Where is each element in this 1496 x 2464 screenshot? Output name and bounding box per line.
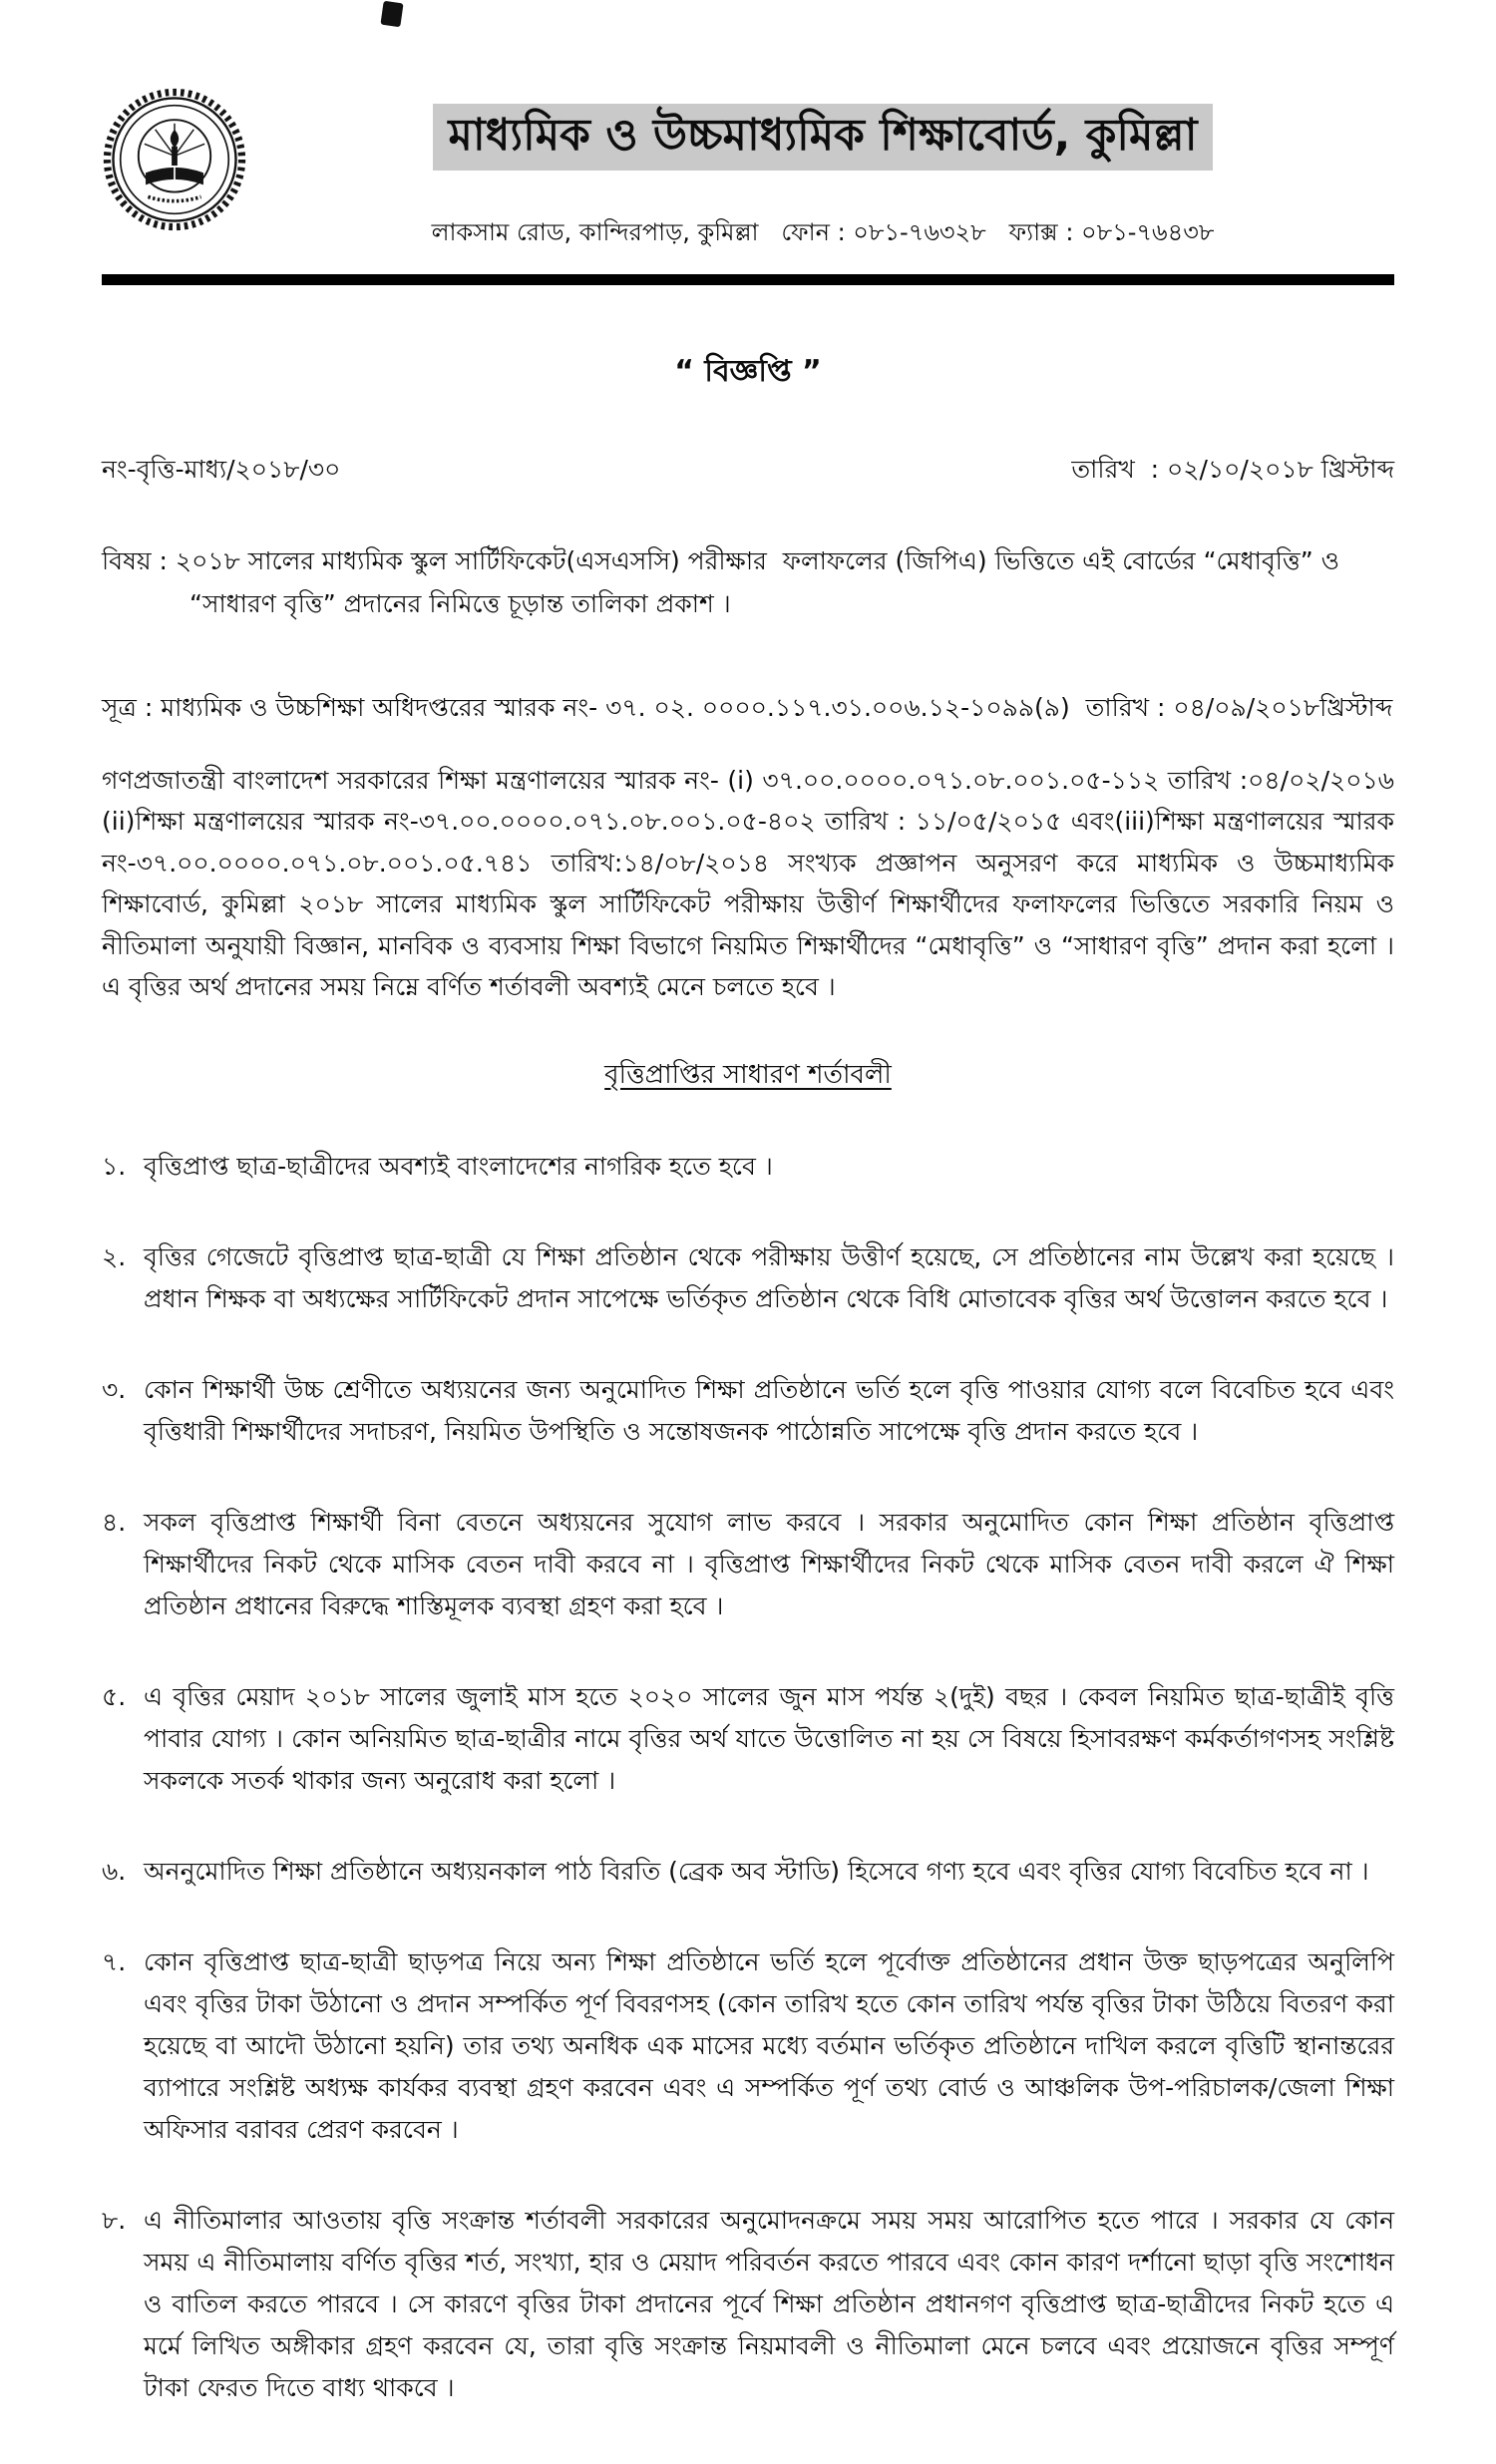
list-item-number: ৭. bbox=[102, 1946, 127, 1976]
scan-artifact bbox=[380, 1, 403, 28]
list-item bbox=[102, 1146, 1394, 1188]
list-item-text: অননুমোদিত শিক্ষা প্রতিষ্ঠানে অধ্যয়নকাল পাঠ বিরতি (ব্রেক অব স্টাডি) হিসেবে গণ্য হবে এবং বৃত্তির যোগ্য বিবেচিত হবে না । bbox=[144, 1856, 1369, 1886]
list-item-number: ৫. bbox=[102, 1681, 127, 1711]
board-emblem-icon bbox=[102, 78, 251, 235]
letterhead bbox=[102, 78, 1394, 254]
conditions-heading: বৃত্তিপ্রাপ্তির সাধারণ শর্তাবলী bbox=[604, 1059, 892, 1090]
notice-body: গণপ্রজাতন্ত্রী বাংলাদেশ সরকারের শিক্ষা মন্ত্রণালয়ের স্মারক নং- (i) ৩৭.০০.০০০০.০৭১.০৮.০০১.০৫-১১২ তারিখ :০৪/০২/২০১৬ (ii)শিক্ষা মন্ত্রণালয়ের স্মারক নং-৩৭.০০.০০০০.০৭১.০৮.০০১.০৫-৪০২ তারিখ : ১১/০৫/২০১৫ এবং(iii)শিক্ষা মন্ত্রণালয়ের স্মারক নং-৩৭.০০.০০০০.০৭১.০৮.০০১.০৫.৭৪১ তারিখ:১৪/০৮/২০১৪ সংখ্যক প্রজ্ঞাপন অনুসরণ করে মাধ্যমিক ও উচ্চমাধ্যমিক শিক্ষাবোর্ড, কুমিল্লা ২০১৮ সালের মাধ্যমিক স্কুল সার্টিফিকেট পরীক্ষায় উত্তীর্ণ শিক্ষার্থীদের ফলাফলের ভিত্তিতে সরকারি নিয়ম ও নীতিমালা অনুযায়ী বিজ্ঞান, মানবিক ও ব্যবসায় শিক্ষা বিভাগে নিয়মিত শিক্ষার্থীদের “মেধাবৃত্তি” ও “সাধারণ বৃত্তি” প্রদান করা হলো । এ বৃত্তির অর্থ প্রদানের সময় নিম্নে বর্ণিত শর্তাবলী অবশ্যই মেনে চলতে হবে । bbox=[102, 765, 1394, 1001]
list-item-number: ২. bbox=[102, 1241, 127, 1271]
conditions-list bbox=[102, 1146, 1394, 2409]
list-item bbox=[102, 1236, 1394, 1320]
letterhead-text bbox=[251, 78, 1394, 254]
board-name: মাধ্যমিক ও উচ্চমাধ্যমিক শিক্ষাবোর্ড, কুমিল্লা bbox=[433, 104, 1214, 171]
list-item bbox=[102, 2200, 1394, 2409]
list-item bbox=[102, 1851, 1394, 1893]
list-item-text: এ নীতিমালার আওতায় বৃত্তি সংক্রান্ত শর্তাবলী সরকারের অনুমোদনক্রমে সময় সময় আরোপিত হতে পারে । সরকার যে কোন সময় এ নীতিমালায় বর্ণিত বৃত্তির শর্ত, সংখ্যা, হার ও মেয়াদ পরিবর্তন করতে পারবে এবং কোন কারণ দর্শানো ছাড়া বৃত্তি সংশোধন ও বাতিল করতে পারবে । সে কারণে বৃত্তির টাকা প্রদানের পূর্বে শিক্ষা প্রতিষ্ঠান প্রধানগণ বৃত্তিপ্রাপ্ত ছাত্র-ছাত্রীদের নিকট হতে এ মর্মে লিখিত অঙ্গীকার গ্রহণ করবেন যে, তারা বৃত্তি সংক্রান্ত নিয়মাবলী ও নীতিমালা মেনে চলবে এবং প্রয়োজনে বৃত্তির সম্পূর্ণ টাকা ফেরত দিতে বাধ্য থাকবে । bbox=[144, 2205, 1394, 2402]
list-item-text: কোন বৃত্তিপ্রাপ্ত ছাত্র-ছাত্রী ছাড়পত্র নিয়ে অন্য শিক্ষা প্রতিষ্ঠানে ভর্তি হলে পূর্বোক্ত প্রতিষ্ঠানের প্রধান উক্ত ছাড়পত্রের অনুলিপি এবং বৃত্তির টাকা উঠানো ও প্রদান সম্পর্কিত পূর্ণ বিবরণসহ (কোন তারিখ হতে কোন তারিখ পর্যন্ত বৃত্তির টাকা উঠিয়ে বিতরণ করা হয়েছে বা আদৌ উঠানো হয়নি) তার তথ্য অনধিক এক মাসের মধ্যে বর্তমান ভর্তিকৃত প্রতিষ্ঠানে দাখিল করলে বৃত্তিটি স্থানান্তরের ব্যাপারে সংশ্লিষ্ট অধ্যক্ষ কার্যকর ব্যবস্থা গ্রহণ করবেন এবং এ সম্পর্কিত পূর্ণ তথ্য বোর্ড ও আঞ্চলিক উপ-পরিচালক/জেলা শিক্ষা অফিসার বরাবর প্রেরণ করবেন । bbox=[144, 1946, 1394, 2144]
subject-line: বিষয় : ২০১৮ সালের মাধ্যমিক স্কুল সার্টিফিকেট(এসএসসি) পরীক্ষার ফলাফলের (জিপিএ) ভিত্তিতে এই বোর্ডের “মেধাবৃত্তি” ও “সাধারণ বৃত্তি” প্রদানের নিমিত্তে চূড়ান্ত তালিকা প্রকাশ । bbox=[102, 546, 1348, 618]
list-item-text: এ বৃত্তির মেয়াদ ২০১৮ সালের জুলাই মাস হতে ২০২০ সালের জুন মাস পর্যন্ত ২(দুই) বছর । কেবল নিয়মিত ছাত্র-ছাত্রীই বৃত্তি পাবার যোগ্য । কোন অনিয়মিত ছাত্র-ছাত্রীর নামে বৃত্তির অর্থ যাতে উত্তোলিত না হয় সে বিষয়ে হিসাবরক্ষণ কর্মকর্তাগণসহ সংশ্লিষ্ট সকলকে সতর্ক থাকার জন্য অনুরোধ করা হলো । bbox=[144, 1681, 1394, 1795]
reference-line: সূত্র : মাধ্যমিক ও উচ্চশিক্ষা অধিদপ্তরের স্মারক নং- ৩৭. ০২. ০০০০.১১৭.৩১.০০৬.১২-১০৯৯(৯) তারিখ : ০৪/০৯/২০১৮খ্রিস্টাব্দ bbox=[102, 693, 1393, 722]
list-item-text: সকল বৃত্তিপ্রাপ্ত শিক্ষার্থী বিনা বেতনে অধ্যয়নের সুযোগ লাভ করবে । সরকার অনুমোদিত কোন শিক্ষা প্রতিষ্ঠান বৃত্তিপ্রাপ্ত শিক্ষার্থীদের নিকট থেকে মাসিক বেতন দাবী করবে না । বৃত্তিপ্রাপ্ত শিক্ষার্থীদের নিকট থেকে মাসিক বেতন দাবী করলে ঐ শিক্ষা প্রতিষ্ঠান প্রধানের বিরুদ্ধে শাস্তিমূলক ব্যবস্থা গ্রহণ করা হবে । bbox=[144, 1507, 1394, 1620]
list-item bbox=[102, 1369, 1394, 1453]
list-item-text: বৃত্তিপ্রাপ্ত ছাত্র-ছাত্রীদের অবশ্যই বাংলাদেশের নাগরিক হতে হবে । bbox=[144, 1151, 773, 1181]
list-item-text: বৃত্তির গেজেটে বৃত্তিপ্রাপ্ত ছাত্র-ছাত্রী যে শিক্ষা প্রতিষ্ঠান থেকে পরীক্ষায় উত্তীর্ণ হয়েছে, সে প্রতিষ্ঠানের নাম উল্লেখ করা হয়েছে । প্রধান শিক্ষক বা অধ্যক্ষের সার্টিফিকেট প্রদান সাপেক্ষে ভর্তিকৃত প্রতিষ্ঠান থেকে বিধি মোতাবেক বৃত্তির অর্থ উত্তোলন করতে হবে । bbox=[144, 1241, 1394, 1313]
memo-number: নং-বৃত্তি-মাধ্য/২০১৮/৩০ bbox=[102, 455, 341, 484]
memo-row bbox=[102, 450, 1394, 493]
list-item-number: ৬. bbox=[102, 1856, 127, 1886]
list-item-number: ৩. bbox=[102, 1374, 127, 1404]
list-item bbox=[102, 1502, 1394, 1627]
notice-title: “ বিজ্ঞপ্তি ” bbox=[674, 354, 822, 389]
list-item-number: ৪. bbox=[102, 1507, 127, 1537]
board-address: লাকসাম রোড, কান্দিরপাড়, কুমিল্লা ফোন : ০৮১-৭৬৩২৮ ফ্যাক্স : ০৮১-৭৬৪৩৮ bbox=[431, 218, 1215, 246]
list-item bbox=[102, 1941, 1394, 2151]
list-item-number: ১. bbox=[102, 1151, 127, 1181]
list-item bbox=[102, 1676, 1394, 1802]
list-item-number: ৮. bbox=[102, 2205, 127, 2235]
notice-date: তারিখ : ০২/১০/২০১৮ খ্রিস্টাব্দ bbox=[1071, 455, 1394, 484]
list-item-text: কোন শিক্ষার্থী উচ্চ শ্রেণীতে অধ্যয়নের জন্য অনুমোদিত শিক্ষা প্রতিষ্ঠানে ভর্তি হলে বৃত্তি পাওয়ার যোগ্য বলে বিবেচিত হবে এবং বৃত্তিধারী শিক্ষার্থীদের সদাচরণ, নিয়মিত উপস্থিতি ও সন্তোষজনক পাঠোন্নতি সাপেক্ষে বৃত্তি প্রদান করতে হবে । bbox=[144, 1374, 1394, 1446]
header-divider bbox=[102, 274, 1394, 285]
conditions-heading-wrap bbox=[102, 1054, 1394, 1098]
